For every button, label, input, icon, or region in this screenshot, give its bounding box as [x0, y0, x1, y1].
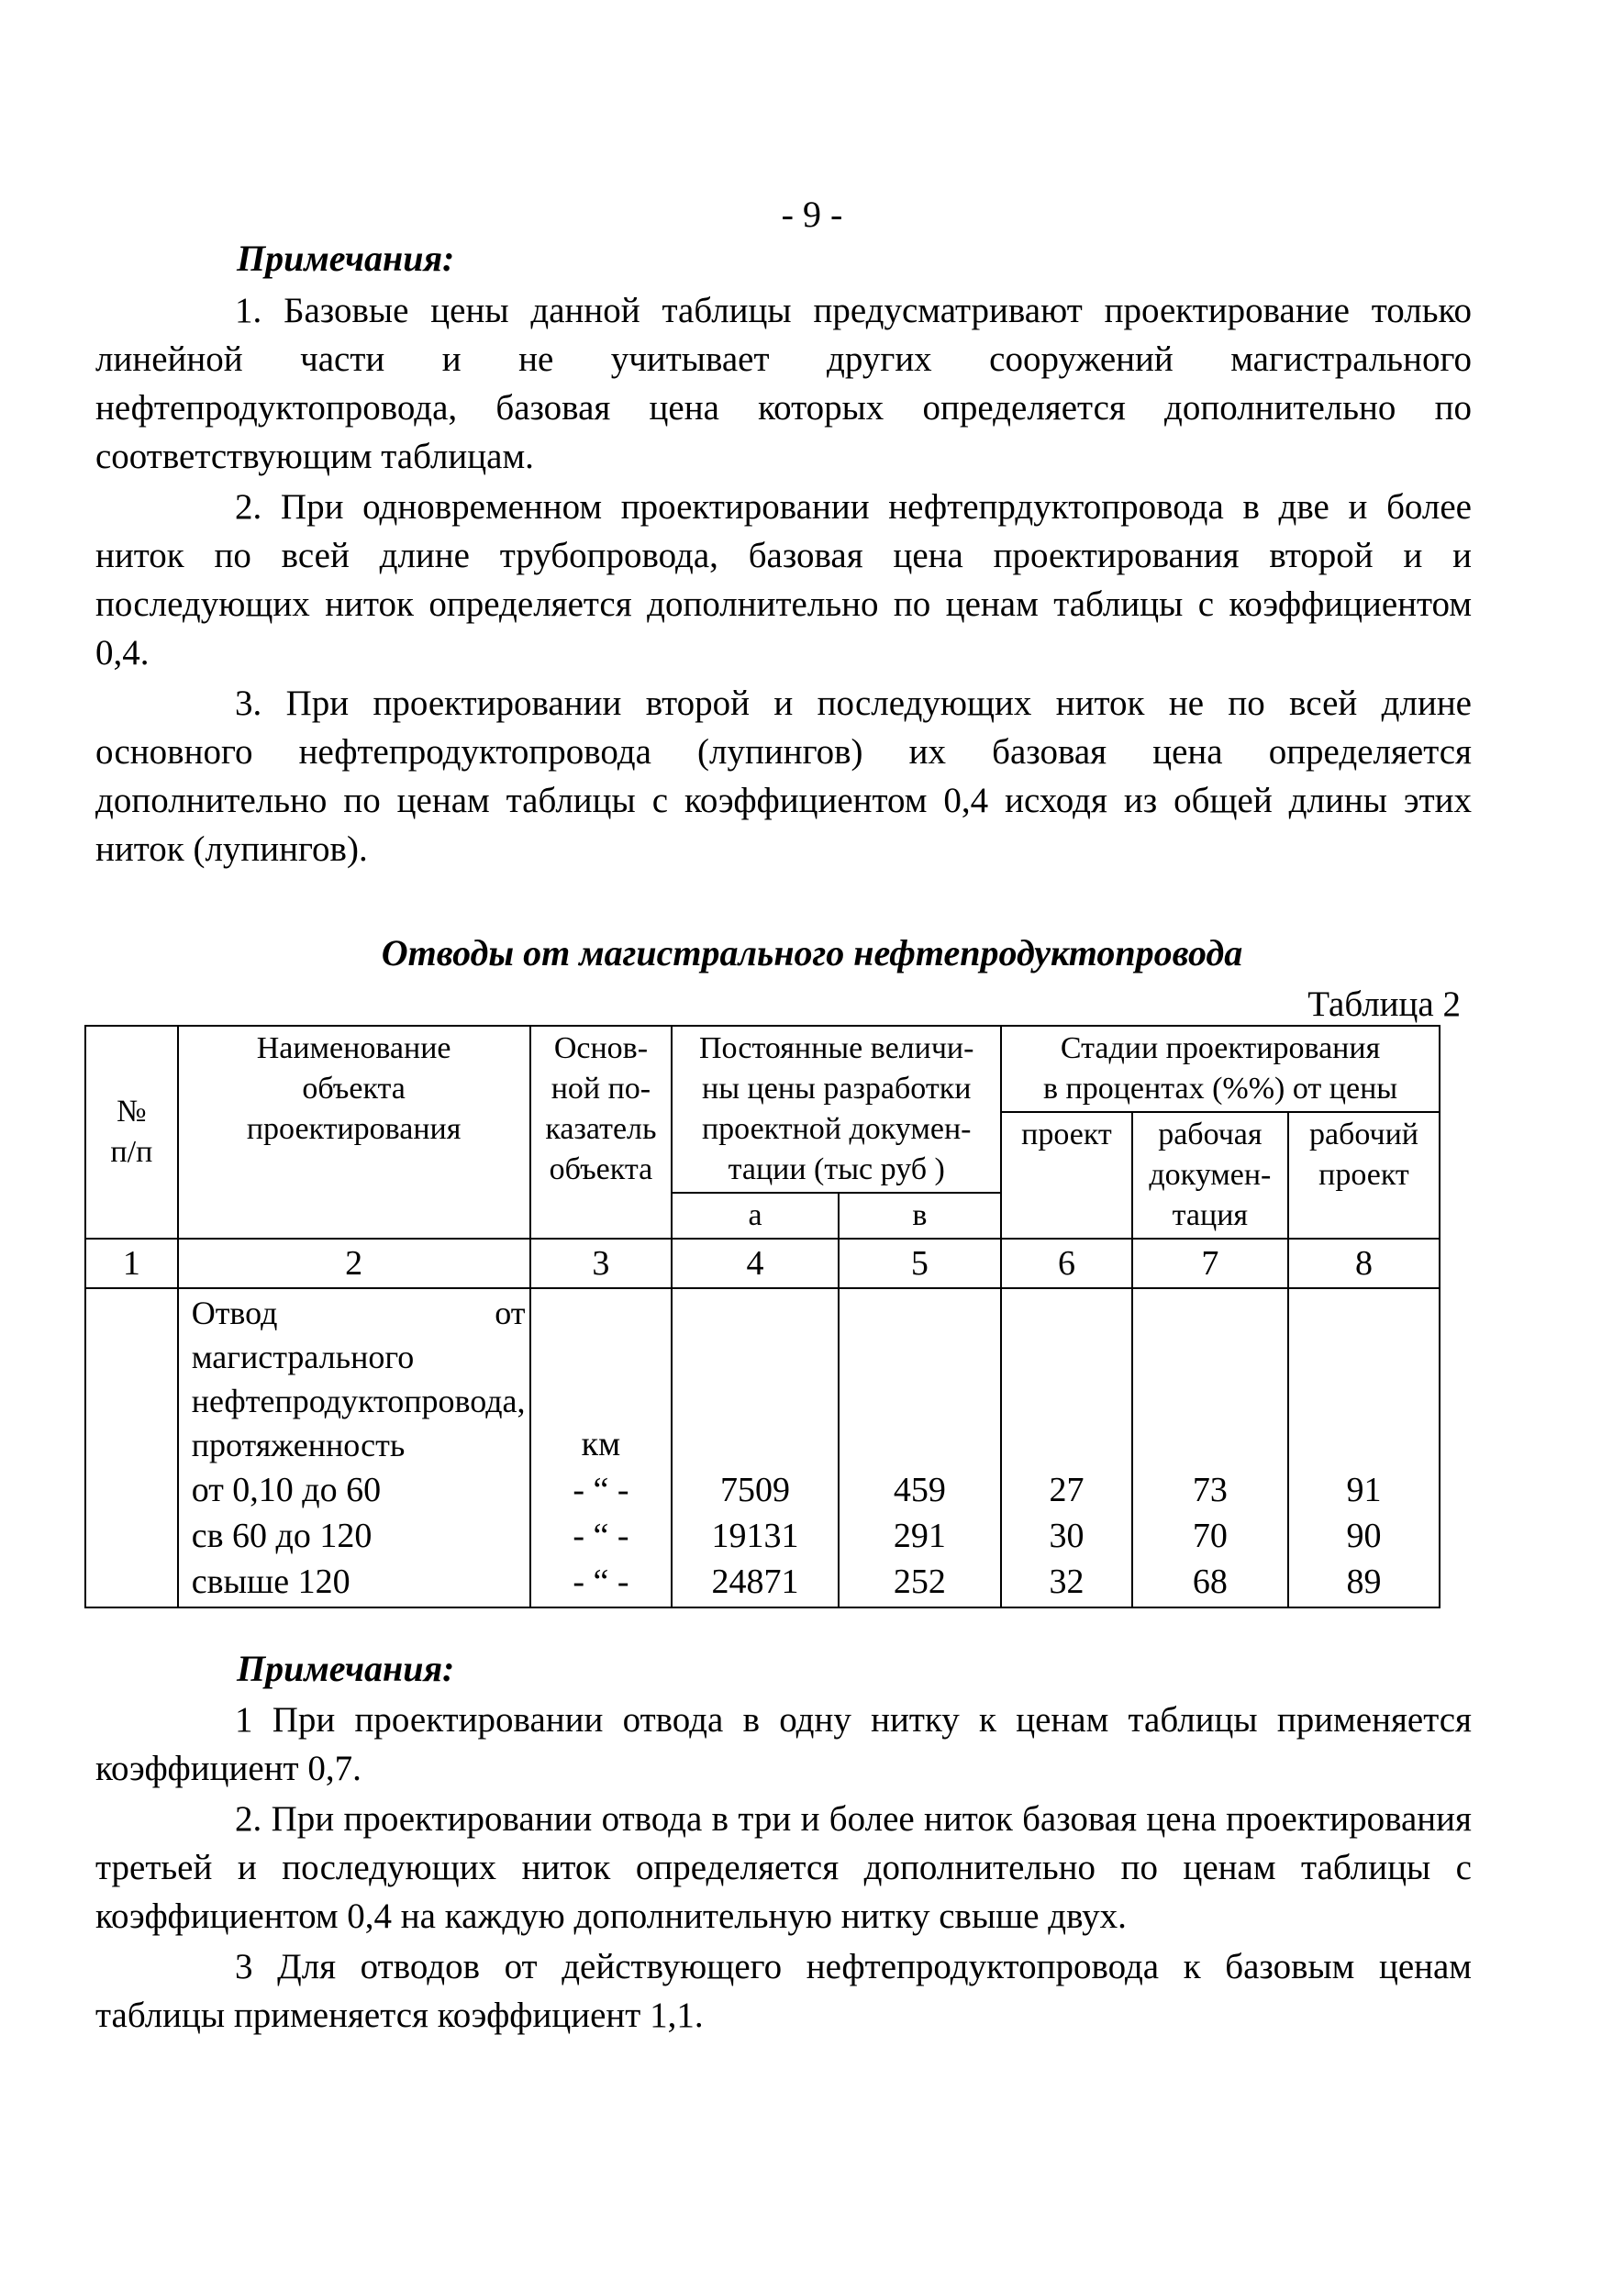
- unit: км: [581, 1425, 621, 1463]
- row-working-project: 89: [1346, 1563, 1382, 1601]
- notes-heading: Примечания:: [237, 1648, 455, 1689]
- column-number: 5: [839, 1239, 1001, 1288]
- row-project: 32: [1049, 1563, 1085, 1601]
- note-paragraph: 3. При проектировании второй и последующих ниток не по всей длине основного нефтепродуктопровода (лупингов) их базовая цена определяется дополнительно по ценам таблицы с коэффициентом 0,4 исходя из общей длины этих ниток (лупингов).: [95, 684, 1472, 869]
- column-number: 3: [530, 1239, 673, 1288]
- row-project: 27: [1049, 1471, 1085, 1509]
- object-description: Отвод от магистрального нефтепродуктопровода, протяженность: [191, 1295, 526, 1463]
- table-title: Отводы от магистрального нефтепродуктопровода: [381, 932, 1243, 973]
- row-b: 291: [893, 1517, 946, 1555]
- row-range: свыше 120: [191, 1563, 350, 1601]
- row-a: 19131: [711, 1517, 799, 1555]
- row-working-project: 91: [1346, 1471, 1382, 1509]
- column-number: 7: [1132, 1239, 1288, 1288]
- row-working-doc: 68: [1192, 1563, 1228, 1601]
- header-name: Наименование объекта проектирования: [178, 1026, 530, 1239]
- header-stages: Стадии проектирования в процентах (%%) от цены: [1001, 1026, 1440, 1112]
- row-a: 24871: [711, 1563, 799, 1601]
- column-number: 6: [1001, 1239, 1132, 1288]
- header-const-a: а: [672, 1193, 838, 1239]
- row-indicator: - “ -: [573, 1517, 629, 1555]
- notes-block: [95, 286, 1472, 875]
- price-table: [84, 1025, 1440, 1608]
- column-number: 1: [85, 1239, 178, 1288]
- header-indicator: Основ- ной по- казатель объекта: [530, 1026, 673, 1239]
- header-stage-working-doc: рабочая докумен- тация: [1132, 1112, 1288, 1239]
- header-num: № п/п: [85, 1026, 178, 1239]
- row-working-doc: 70: [1192, 1517, 1228, 1555]
- header-stage-project: проект: [1001, 1112, 1132, 1239]
- note-paragraph: 2. При проектировании отвода в три и более ниток базовая цена проектирования третьей и последующих ниток определяется дополнительно по ценам таблицы с коэффициентом 0,4 на каждую дополнительную нитку свыше двух.: [95, 1799, 1472, 1936]
- row-b: 459: [893, 1471, 946, 1509]
- stage-project-cell: [1001, 1288, 1132, 1607]
- row-working-project: 90: [1346, 1517, 1382, 1555]
- note-paragraph: 1. Базовые цены данной таблицы предусматривают проектирование только линейной части и не учитывает других сооружений магистрального нефтепродуктопровода, базовая цена которых определяется дополнительно по соответствующим таблицам.: [95, 291, 1472, 476]
- row-working-doc: 73: [1192, 1471, 1228, 1509]
- row-indicator: - “ -: [573, 1563, 629, 1601]
- table-label: Таблица 2: [1307, 984, 1461, 1024]
- row-number-cell: [85, 1288, 178, 1607]
- header-constants: Постоянные величи- ны цены разработки проектной докумен- тации (тыс руб ): [672, 1026, 1001, 1193]
- note-paragraph: 1 При проектировании отвода в одну нитку к ценам таблицы применяется коэффициент 0,7.: [95, 1700, 1472, 1788]
- stage-working-project-cell: [1288, 1288, 1440, 1607]
- row-range: св 60 до 120: [191, 1517, 373, 1555]
- row-range: от 0,10 до 60: [191, 1471, 382, 1509]
- page-number: - 9 -: [781, 194, 843, 235]
- note-paragraph: 3 Для отводов от действующего нефтепродуктопровода к базовым ценам таблицы применяется коэффициент 1,1.: [95, 1947, 1472, 2035]
- object-name-cell: [178, 1288, 530, 1607]
- column-number: 2: [178, 1239, 530, 1288]
- column-number: 8: [1288, 1239, 1440, 1288]
- indicator-cell: [530, 1288, 673, 1607]
- stage-working-doc-cell: [1132, 1288, 1288, 1607]
- notes-heading: Примечания:: [237, 238, 455, 279]
- const-a-cell: [672, 1288, 838, 1607]
- row-indicator: - “ -: [573, 1471, 629, 1509]
- const-b-cell: [839, 1288, 1001, 1607]
- row-b: 252: [893, 1563, 946, 1601]
- row-project: 30: [1049, 1517, 1085, 1555]
- row-a: 7509: [720, 1471, 790, 1509]
- column-number: 4: [672, 1239, 838, 1288]
- header-stage-working-project: рабочий проект: [1288, 1112, 1440, 1239]
- note-paragraph: 2. При одновременном проектировании нефтепрдуктопровода в две и более ниток по всей длине трубопровода, базовая цена проектирования второй и и последующих ниток определяется дополнительно по ценам таблицы с коэффициентом 0,4.: [95, 487, 1472, 673]
- notes-block: [95, 1696, 1472, 2041]
- header-const-b: в: [839, 1193, 1001, 1239]
